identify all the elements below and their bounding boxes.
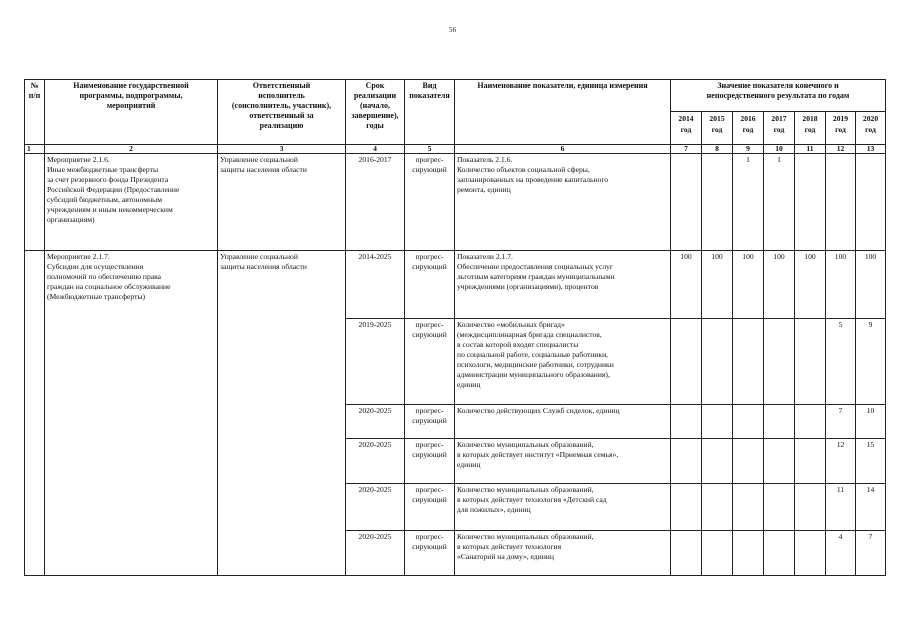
indicator-value <box>671 439 702 484</box>
implementation-term: 2020-2025 <box>346 531 405 576</box>
header-num: № п/п <box>25 80 45 145</box>
column-number: 3 <box>218 145 346 154</box>
indicator-value <box>671 405 702 439</box>
indicator-name: Количество муниципальных образований, в которых действует институт «Приемная семья», единиц <box>455 439 671 484</box>
indicator-value <box>764 439 795 484</box>
indicator-kind: прогрес- сирующий <box>405 154 455 251</box>
indicator-value: 5 <box>826 319 856 405</box>
indicator-value: 12 <box>826 439 856 484</box>
column-number: 4 <box>346 145 405 154</box>
indicator-value <box>795 439 826 484</box>
column-number: 1 <box>25 145 45 154</box>
indicator-value <box>702 484 733 531</box>
indicator-value: 10 <box>856 405 886 439</box>
indicator-value <box>795 154 826 251</box>
table-row <box>25 154 886 251</box>
indicator-value <box>733 319 764 405</box>
column-number: 10 <box>764 145 795 154</box>
header-year: 2016 год <box>733 112 764 145</box>
indicator-value: 7 <box>826 405 856 439</box>
indicator-value <box>702 154 733 251</box>
column-number: 9 <box>733 145 764 154</box>
indicator-value: 7 <box>856 531 886 576</box>
indicator-value: 100 <box>733 251 764 319</box>
indicator-value <box>764 531 795 576</box>
implementation-term: 2020-2025 <box>346 484 405 531</box>
implementation-term: 2016-2017 <box>346 154 405 251</box>
indicator-name: Показатели 2.1.7. Обеспечение предоставления социальных услуг льготным категориям граждан муниципальными учреждениями (организациями), процентов <box>455 251 671 319</box>
indicator-value <box>856 154 886 251</box>
column-number: 12 <box>826 145 856 154</box>
column-number: 2 <box>45 145 218 154</box>
indicator-value: 4 <box>826 531 856 576</box>
executor: Управление социальной защиты населения области <box>218 154 346 251</box>
indicator-value <box>764 405 795 439</box>
column-number: 13 <box>856 145 886 154</box>
implementation-term: 2020-2025 <box>346 439 405 484</box>
column-number: 11 <box>795 145 826 154</box>
program-name: Мероприятие 2.1.6. Иные межбюджетные трансферты за счет резервного фонда Президента Российской Федерации (Предоставление субсидий бюджетным, автономным учреждениям и иным некоммерческим организациям) <box>45 154 218 251</box>
indicator-value <box>671 319 702 405</box>
header-year: 2015 год <box>702 112 733 145</box>
indicator-value: 14 <box>856 484 886 531</box>
indicator-name: Показатель 2.1.6. Количество объектов социальной сферы, запланированных на проведение капитального ремонта, единиц <box>455 154 671 251</box>
indicator-kind: прогрес- сирующий <box>405 484 455 531</box>
indicator-value: 100 <box>856 251 886 319</box>
indicator-value <box>702 319 733 405</box>
header-indicator-kind: Вид показателя <box>405 80 455 145</box>
indicator-name: Количество муниципальных образований, в которых действует технология «Детский сад для пожилых», единиц <box>455 484 671 531</box>
indicator-value <box>764 319 795 405</box>
indicator-value <box>795 405 826 439</box>
indicator-value <box>702 439 733 484</box>
indicator-value <box>671 154 702 251</box>
indicator-value <box>702 405 733 439</box>
indicator-value: 15 <box>856 439 886 484</box>
header-year: 2018 год <box>795 112 826 145</box>
indicator-value <box>764 484 795 531</box>
header-term: Срок реализации (начало, завершение), годы <box>346 80 405 145</box>
indicator-value <box>733 484 764 531</box>
indicator-value: 100 <box>826 251 856 319</box>
header-year: 2020 год <box>856 112 886 145</box>
column-number: 6 <box>455 145 671 154</box>
indicator-value <box>733 439 764 484</box>
indicator-value: 9 <box>856 319 886 405</box>
table-row <box>25 251 886 319</box>
column-number: 5 <box>405 145 455 154</box>
indicators-table <box>24 79 886 576</box>
program-name: Мероприятие 2.1.7. Субсидии для осуществления полномочий по обеспечению права граждан на социальное обслуживание (Межбюджетные трансферты) <box>45 251 218 576</box>
implementation-term: 2014-2025 <box>346 251 405 319</box>
indicator-value <box>795 484 826 531</box>
indicator-name: Количество муниципальных образований, в которых действует технология «Санаторий на дому», единиц <box>455 531 671 576</box>
indicator-value <box>733 405 764 439</box>
executor: Управление социальной защиты населения области <box>218 251 346 576</box>
indicator-value: 100 <box>702 251 733 319</box>
indicator-value <box>826 154 856 251</box>
header-executor: Ответственный исполнитель (соисполнитель, участник), ответственный за реализацию <box>218 80 346 145</box>
indicator-value: 100 <box>795 251 826 319</box>
indicator-value: 100 <box>764 251 795 319</box>
row-number <box>25 251 45 576</box>
indicator-value: 11 <box>826 484 856 531</box>
header-year: 2014 год <box>671 112 702 145</box>
header-program-name: Наименование государственной программы, подпрограммы, мероприятий <box>45 80 218 145</box>
indicator-kind: прогрес- сирующий <box>405 251 455 319</box>
header-year: 2017 год <box>764 112 795 145</box>
indicator-value <box>795 531 826 576</box>
indicator-value <box>671 484 702 531</box>
indicator-value: 1 <box>733 154 764 251</box>
indicator-kind: прогрес- сирующий <box>405 319 455 405</box>
indicator-value <box>671 531 702 576</box>
implementation-term: 2019-2025 <box>346 319 405 405</box>
column-number: 8 <box>702 145 733 154</box>
indicator-name: Количество «мобильных бригад» (междисциплинарная бригада специалистов, в состав которой входят специалисты по социальной работе, социальные работники, психологи, медицинские работники, сотрудники администрации муниципального образования), единиц <box>455 319 671 405</box>
indicator-value <box>795 319 826 405</box>
indicator-name: Количество действующих Служб сиделок, единиц <box>455 405 671 439</box>
indicator-kind: прогрес- сирующий <box>405 531 455 576</box>
header-values-group: Значение показателя конечного и непосредственного результата по годам <box>671 80 886 112</box>
header-indicator-name: Наименование показатели, единица измерения <box>455 80 671 145</box>
row-number <box>25 154 45 251</box>
header-year: 2019 год <box>826 112 856 145</box>
implementation-term: 2020-2025 <box>346 405 405 439</box>
indicator-value <box>702 531 733 576</box>
page-number: 56 <box>449 26 456 34</box>
column-number: 7 <box>671 145 702 154</box>
indicator-kind: прогрес- сирующий <box>405 439 455 484</box>
indicator-kind: прогрес- сирующий <box>405 405 455 439</box>
indicator-value: 1 <box>764 154 795 251</box>
indicator-value <box>733 531 764 576</box>
indicator-value: 100 <box>671 251 702 319</box>
